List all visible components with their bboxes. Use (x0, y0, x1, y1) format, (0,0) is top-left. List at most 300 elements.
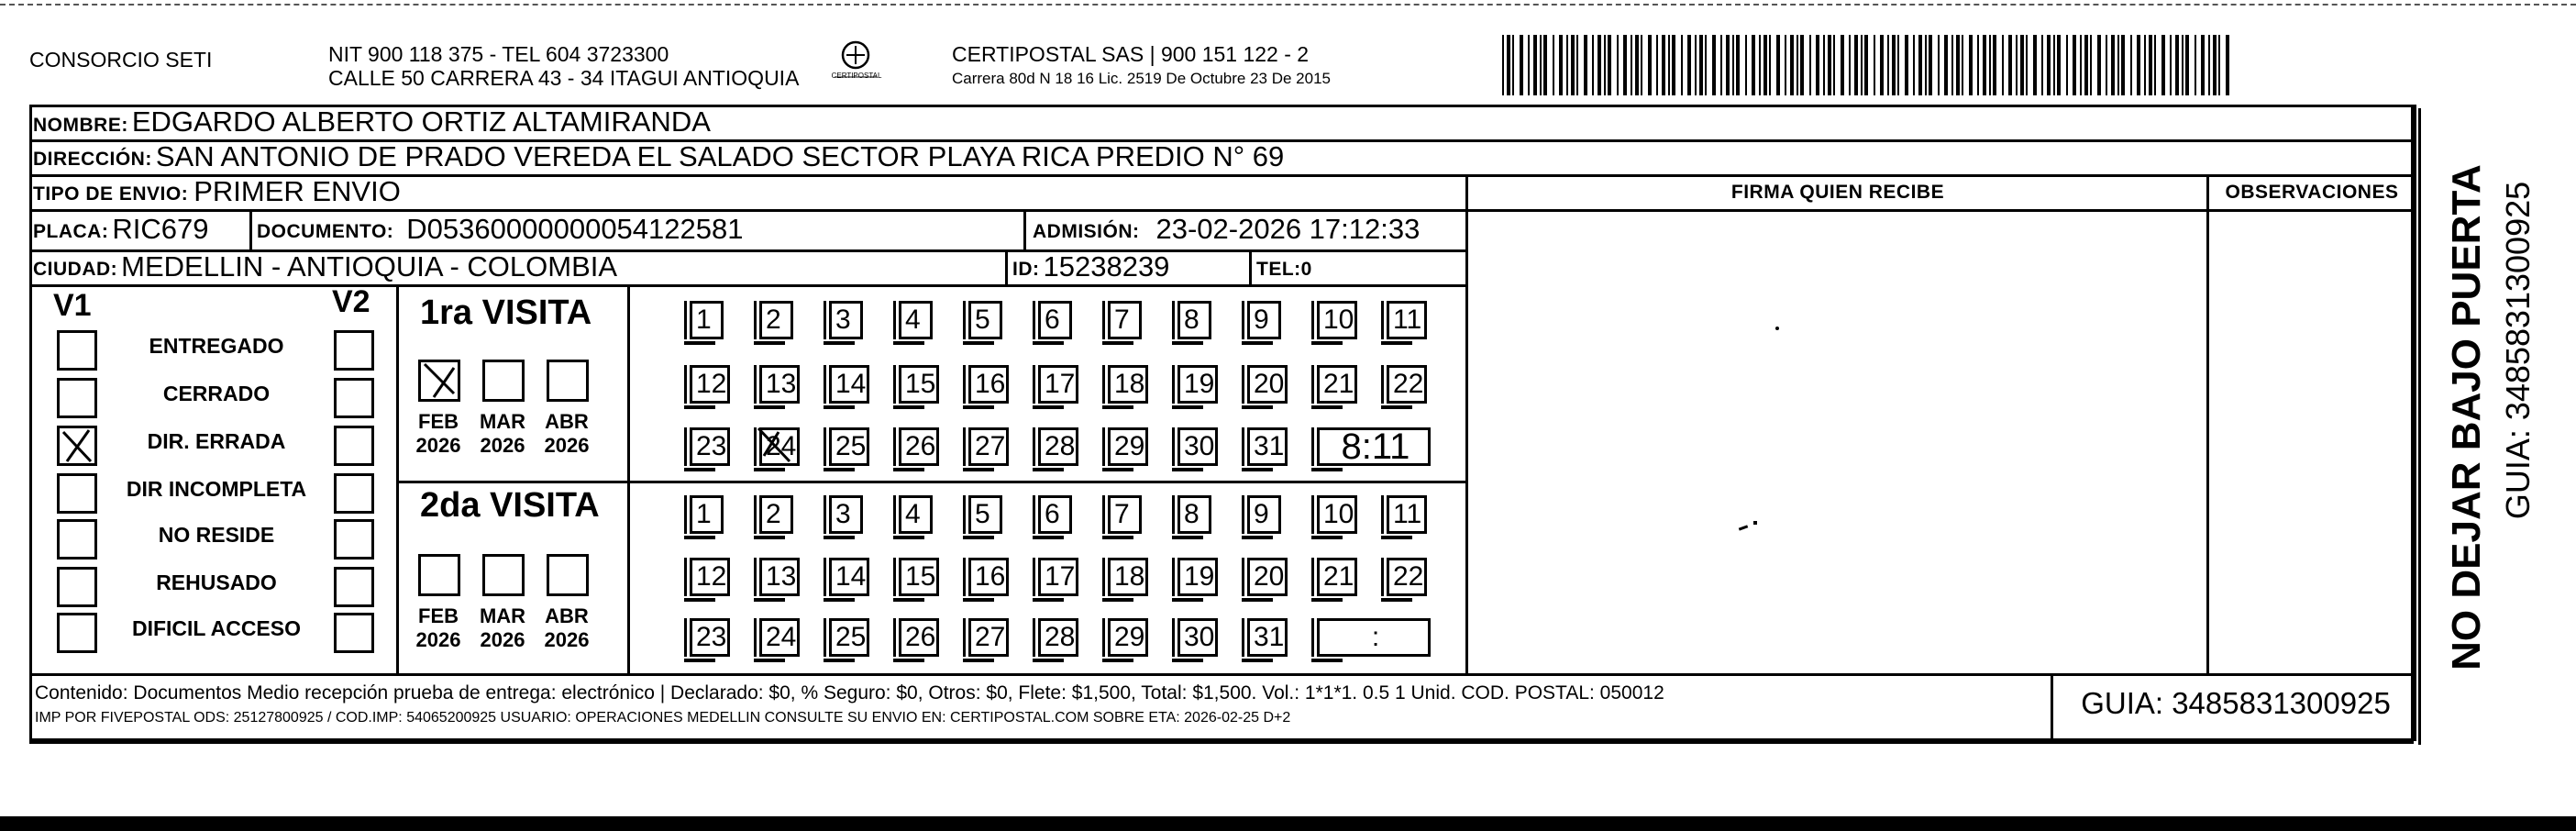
month-year: 2026 (544, 434, 590, 457)
day-box[interactable] (1108, 618, 1148, 657)
day-number: 29 (1114, 622, 1145, 652)
day-box[interactable] (1317, 495, 1357, 534)
nombre-label: NOMBRE: (33, 115, 128, 136)
time-value: 8:11 (1341, 427, 1410, 467)
status-option-label: DIR INCOMPLETA (126, 477, 307, 501)
month-checkbox[interactable] (482, 360, 525, 402)
day-box[interactable] (968, 618, 1009, 657)
documento-label: DOCUMENTO: (257, 221, 394, 242)
month-checkbox[interactable] (418, 360, 460, 402)
day-box[interactable] (899, 495, 933, 534)
barcode-bar (1571, 35, 1575, 95)
day-number: 23 (696, 622, 727, 652)
barcode-bar (1833, 35, 1835, 95)
barcode-bar (1962, 35, 1963, 95)
tipo-label: TIPO DE ENVIO: (33, 183, 189, 205)
barcode-bar (1918, 35, 1922, 95)
barcode-bar (1712, 35, 1716, 95)
company-name: CONSORCIO SETI (29, 48, 213, 72)
barcode-bar (1543, 35, 1547, 95)
day-box[interactable] (829, 495, 863, 534)
day-number: 24 (766, 622, 797, 652)
tel-label: TEL: (1256, 259, 1301, 280)
day-number: 12 (696, 369, 727, 399)
day-number: 6 (1045, 499, 1060, 529)
id-label: ID: (1012, 259, 1040, 280)
day-box[interactable] (899, 558, 939, 596)
day-number: 31 (1254, 431, 1285, 461)
placa-row (33, 209, 208, 249)
barcode-bar (1687, 35, 1691, 95)
day-box[interactable] (1177, 365, 1218, 404)
day-number: 3 (835, 499, 851, 529)
month-checkbox[interactable] (482, 554, 525, 596)
barcode-bar (2066, 35, 2068, 95)
barcode-bar (1809, 35, 1811, 95)
barcode-bar (2154, 35, 2156, 95)
v2-checkbox[interactable] (334, 519, 374, 560)
barcode-bar (1905, 35, 1908, 95)
month-year: 2026 (544, 628, 590, 651)
barcode-bar (1849, 35, 1851, 95)
day-box[interactable] (1177, 558, 1218, 596)
direccion-label: DIRECCIÓN: (33, 149, 152, 170)
day-number: 13 (766, 561, 797, 592)
day-number: 26 (905, 431, 936, 461)
day-number: 25 (835, 622, 867, 652)
certipostal-line2: Carrera 80d N 18 16 Lic. 2519 De Octubre 23 De 2015 (952, 70, 1331, 87)
barcode-bar (1648, 35, 1652, 95)
barcode-bar (1977, 35, 1979, 95)
day-box[interactable] (968, 301, 1002, 339)
day-box[interactable] (1108, 427, 1148, 466)
nit-line: NIT 900 118 375 - TEL 604 3723300 (328, 42, 669, 66)
day-number: 8 (1184, 305, 1200, 335)
day-box[interactable] (1108, 365, 1148, 404)
day-box[interactable] (759, 495, 793, 534)
barcode-bar (1759, 35, 1761, 95)
address-line: CALLE 50 CARRERA 43 - 34 ITAGUI ANTIOQUIA (328, 66, 800, 90)
day-number: 9 (1254, 499, 1269, 529)
barcode-bar (1993, 35, 1996, 95)
barcode-bar (1672, 35, 1675, 95)
day-box[interactable] (899, 427, 939, 466)
day-number: 17 (1045, 369, 1076, 399)
time-value: : (1371, 622, 1380, 652)
day-number: 18 (1114, 561, 1145, 592)
day-box[interactable] (1317, 301, 1357, 339)
barcode-bar (2213, 35, 2217, 95)
day-number: 5 (975, 305, 990, 335)
barcode-bar (2047, 35, 2051, 95)
barcode-bar (2026, 35, 2028, 95)
barcode-bar (1913, 35, 1915, 95)
day-box[interactable] (829, 365, 869, 404)
first-visit-title: 1ra VISITA (420, 294, 592, 332)
id-row (1012, 249, 1169, 284)
day-number: 27 (975, 431, 1006, 461)
id-value: 15238239 (1043, 250, 1170, 283)
v2-checkbox[interactable] (334, 473, 374, 514)
signature-area (1469, 211, 2206, 670)
day-number: 4 (905, 305, 921, 335)
day-box[interactable] (829, 618, 869, 657)
day-box[interactable] (968, 558, 1009, 596)
barcode-bar (1726, 35, 1730, 95)
ciudad-value: MEDELLIN - ANTIOQUIA - COLOMBIA (121, 250, 618, 283)
barcode-bar (2121, 35, 2125, 95)
day-box[interactable] (1177, 495, 1211, 534)
barcode-bar (1617, 35, 1619, 95)
day-box[interactable] (1317, 365, 1357, 404)
barcode-bar (2090, 35, 2092, 95)
barcode-bar (1864, 35, 1868, 95)
certipostal-logo-icon (833, 39, 879, 95)
barcode-bar (2073, 35, 2076, 95)
day-number: 19 (1184, 369, 1215, 399)
x-mark-icon (755, 425, 797, 467)
barcode-bar (2161, 35, 2165, 95)
x-mark-icon (421, 362, 458, 399)
day-number: 8 (1184, 499, 1200, 529)
day-box[interactable] (1038, 301, 1072, 339)
day-box[interactable] (1387, 365, 1427, 404)
day-box[interactable] (899, 365, 939, 404)
admision-label: ADMISIÓN: (1033, 221, 1140, 242)
day-number: 3 (835, 305, 851, 335)
barcode-bar (1816, 35, 1819, 95)
day-box[interactable] (899, 618, 939, 657)
barcode-bar (2057, 35, 2061, 95)
status-option-label: DIR. ERRADA (147, 429, 286, 453)
day-box[interactable] (1247, 427, 1288, 466)
barcode-bar (2175, 35, 2179, 95)
admision-value: 23-02-2026 17:12:33 (1155, 213, 1421, 245)
day-box[interactable] (1317, 558, 1357, 596)
rule (627, 284, 630, 673)
barcode-bar (1695, 35, 1697, 95)
day-box[interactable] (1387, 301, 1427, 339)
day-box[interactable] (1247, 558, 1288, 596)
day-box[interactable] (829, 427, 869, 466)
barcode-bar (2053, 35, 2055, 95)
barcode-bar (1944, 35, 1948, 95)
day-number: 15 (905, 369, 936, 399)
rule (2414, 105, 2416, 741)
day-number: 27 (975, 622, 1006, 652)
day-box[interactable] (690, 558, 730, 596)
placa-label: PLACA: (33, 221, 109, 242)
v1-header: V1 (53, 288, 92, 323)
rule (29, 284, 1465, 287)
barcode-bar (1662, 35, 1665, 95)
day-number: 14 (835, 369, 867, 399)
barcode-bar (1720, 35, 1722, 95)
barcode-bar (1823, 35, 1825, 95)
day-number: 7 (1114, 499, 1130, 529)
day-number: 22 (1393, 561, 1424, 592)
barcode-bar (1956, 35, 1960, 95)
day-box[interactable] (759, 365, 800, 404)
v2-checkbox[interactable] (334, 330, 374, 371)
certipostal-line1: CERTIPOSTAL SAS | 900 151 122 - 2 (952, 42, 1310, 66)
day-box[interactable] (1038, 365, 1078, 404)
rule (2418, 108, 2421, 745)
v2-checkbox[interactable] (334, 426, 374, 466)
barcode-bar (1785, 35, 1786, 95)
barcode-bar (1635, 35, 1639, 95)
barcode-bar (2020, 35, 2024, 95)
side-warning: NO DEJAR BAJO PUERTA (2444, 164, 2489, 670)
day-box[interactable] (690, 618, 730, 657)
day-box[interactable] (829, 558, 869, 596)
day-box[interactable] (690, 427, 730, 466)
barcode-bar (1705, 35, 1707, 95)
tipo-value: PRIMER ENVIO (193, 175, 401, 207)
day-number: 17 (1045, 561, 1076, 592)
day-number: 6 (1045, 305, 1060, 335)
barcode-bar (1938, 35, 1940, 95)
barcode-bar (1854, 35, 1858, 95)
footer-line1: Contenido: Documentos Medio recepción prueba de entrega: electrónico | Declarado: $0, % Seguro: $0, Otros: $0, Flete: $1,500, Total: $1,500. Vol.: 1*1*1. 0.5 1 Unid. COD. POSTAL: 050012 (35, 682, 1664, 704)
day-box[interactable] (1038, 618, 1078, 657)
barcode-bar (1769, 35, 1771, 95)
day-box[interactable] (1247, 365, 1288, 404)
day-box[interactable] (1108, 558, 1148, 596)
day-box[interactable] (968, 495, 1002, 534)
day-box[interactable] (690, 495, 724, 534)
day-box[interactable] (1247, 618, 1288, 657)
barcode-bar (1880, 35, 1884, 95)
barcode-bar (2226, 35, 2229, 95)
month-year: 2026 (480, 628, 525, 651)
v2-checkbox[interactable] (334, 378, 374, 418)
day-box[interactable] (968, 365, 1009, 404)
day-number: 29 (1114, 431, 1145, 461)
footer-guia: GUIA: 3485831300925 (2081, 686, 2391, 720)
status-option-label: ENTREGADO (149, 334, 284, 358)
barcode-bar (1983, 35, 1986, 95)
v2-checkbox[interactable] (334, 567, 374, 607)
day-number: 1 (696, 305, 712, 335)
barcode-bar (1887, 35, 1889, 95)
rule (2051, 673, 2053, 741)
day-number: 10 (1323, 305, 1354, 335)
barcode-bar (2033, 35, 2037, 95)
barcode-bar (1797, 35, 1798, 95)
day-box[interactable] (899, 301, 933, 339)
barcode-bar (1641, 35, 1642, 95)
bottom-border (0, 816, 2576, 831)
barcode-bar (2218, 35, 2220, 95)
barcode-bar (1507, 35, 1510, 95)
barcode-bar (2080, 35, 2082, 95)
barcode-bar (1502, 35, 1504, 95)
barcode-bar (2016, 35, 2018, 95)
day-box[interactable] (968, 427, 1009, 466)
month-label: MAR (479, 410, 526, 433)
nombre-value: EDGARDO ALBERTO ORTIZ ALTAMIRANDA (131, 105, 711, 138)
day-number: 31 (1254, 622, 1285, 652)
barcode-bar (2182, 35, 2184, 95)
day-number: 24 (766, 431, 797, 461)
day-box[interactable] (1038, 495, 1072, 534)
day-box[interactable] (1177, 618, 1218, 657)
day-box[interactable] (829, 301, 863, 339)
day-number: 30 (1184, 431, 1215, 461)
rule (1465, 174, 1468, 673)
day-number: 2 (766, 499, 781, 529)
barcode-bar (1736, 35, 1740, 95)
observaciones-label: OBSERVACIONES (2225, 182, 2399, 203)
day-box[interactable] (1038, 558, 1078, 596)
day-number: 18 (1114, 369, 1145, 399)
day-number: 11 (1393, 499, 1422, 529)
barcode-bar (2185, 35, 2189, 95)
ink-speck (1753, 521, 1757, 525)
barcode-bar (2137, 35, 2140, 95)
barcode-bar (1874, 35, 1875, 95)
barcode-bar (1951, 35, 1953, 95)
rule (249, 209, 252, 249)
tel-value: 0 (1300, 259, 1312, 280)
barcode-bar (1925, 35, 1927, 95)
barcode-bar (1763, 35, 1767, 95)
status-option-label: REHUSADO (156, 571, 277, 594)
barcode-bar (1656, 35, 1658, 95)
ink-speck (1739, 525, 1748, 530)
direccion-value: SAN ANTONIO DE PRADO VEREDA EL SALADO SECTOR PLAYA RICA PREDIO N° 69 (155, 140, 1285, 172)
barcode-bar (2130, 35, 2132, 95)
day-number: 10 (1323, 499, 1354, 529)
day-box[interactable] (690, 301, 724, 339)
barcode-bar (2002, 35, 2004, 95)
day-number: 2 (766, 305, 781, 335)
barcode-bar (1861, 35, 1863, 95)
barcode (1502, 35, 2236, 95)
barcode-bar (1540, 35, 1542, 95)
day-number: 1 (696, 499, 712, 529)
day-box[interactable] (1177, 427, 1218, 466)
rule (396, 284, 399, 673)
rule (1249, 249, 1252, 284)
day-box[interactable] (759, 618, 800, 657)
barcode-bar (1559, 35, 1563, 95)
day-box[interactable] (690, 365, 730, 404)
barcode-bar (2201, 35, 2205, 95)
day-box[interactable] (759, 558, 800, 596)
barcode-bar (1699, 35, 1703, 95)
month-checkbox[interactable] (547, 360, 589, 402)
barcode-bar (1512, 35, 1514, 95)
day-number: 23 (696, 431, 727, 461)
barcode-bar (2208, 35, 2210, 95)
v2-checkbox[interactable] (334, 613, 374, 653)
barcode-bar (2195, 35, 2196, 95)
day-number: 5 (975, 499, 990, 529)
barcode-bar (1520, 35, 1523, 95)
status-option-label: NO RESIDE (158, 523, 275, 547)
rule (396, 481, 1465, 483)
barcode-bar (2111, 35, 2115, 95)
day-box[interactable] (1108, 495, 1142, 534)
day-number: 12 (696, 561, 727, 592)
day-box[interactable] (759, 301, 793, 339)
ciudad-row (33, 249, 617, 284)
logo-text: CERTIPOSTAL (831, 72, 882, 80)
day-number: 15 (905, 561, 936, 592)
day-number: 25 (835, 431, 867, 461)
barcode-bar (1528, 35, 1530, 95)
day-number: 13 (766, 369, 797, 399)
day-number: 22 (1393, 369, 1424, 399)
time-box[interactable] (1317, 618, 1431, 657)
barcode-bar (1576, 35, 1578, 95)
day-number: 11 (1393, 305, 1422, 335)
barcode-bar (1668, 35, 1670, 95)
placa-value: RIC679 (112, 213, 209, 245)
barcode-bar (1989, 35, 1991, 95)
month-checkbox[interactable] (418, 554, 460, 596)
tel-row (1256, 249, 1312, 284)
month-label: FEB (418, 410, 459, 433)
time-box[interactable] (1317, 427, 1431, 466)
nombre-row (33, 105, 711, 139)
certipostal-logo (831, 39, 882, 95)
barcode-bar (2041, 35, 2043, 95)
barcode-bar (2149, 35, 2152, 95)
month-label: ABR (545, 604, 589, 627)
frame-shadow-bottom (29, 741, 2414, 744)
day-number: 7 (1114, 305, 1130, 335)
barcode-bar (1533, 35, 1537, 95)
day-number: 19 (1184, 561, 1215, 592)
barcode-bar (1841, 35, 1844, 95)
v2-header: V2 (332, 284, 370, 319)
barcode-bar (1892, 35, 1896, 95)
documento-row (257, 209, 743, 249)
day-box[interactable] (1247, 301, 1281, 339)
side-guia: GUIA: 3485831300925 (2499, 181, 2537, 520)
day-number: 20 (1254, 369, 1285, 399)
day-box[interactable] (1247, 495, 1281, 534)
barcode-bar (2084, 35, 2088, 95)
day-box[interactable] (1387, 558, 1427, 596)
barcode-bar (1897, 35, 1899, 95)
barcode-bar (1800, 35, 1804, 95)
barcode-bar (1929, 35, 1932, 95)
day-box[interactable] (1177, 301, 1211, 339)
barcode-bar (1681, 35, 1683, 95)
barcode-bar (1553, 35, 1554, 95)
day-number: 21 (1323, 369, 1354, 399)
month-checkbox[interactable] (547, 554, 589, 596)
top-dashed-edge (0, 4, 2576, 6)
month-label: MAR (479, 604, 526, 627)
barcode-bar (2117, 35, 2119, 95)
day-box[interactable] (759, 427, 800, 466)
firma-label: FIRMA QUIEN RECIBE (1730, 182, 1945, 203)
day-number: 4 (905, 499, 921, 529)
month-year: 2026 (415, 628, 461, 651)
day-box[interactable] (1038, 427, 1078, 466)
day-box[interactable] (1387, 495, 1427, 534)
documento-value: D05360000000054122581 (406, 213, 744, 245)
barcode-bar (1604, 35, 1606, 95)
barcode-bar (1790, 35, 1794, 95)
day-box[interactable] (1108, 301, 1142, 339)
day-number: 26 (905, 622, 936, 652)
